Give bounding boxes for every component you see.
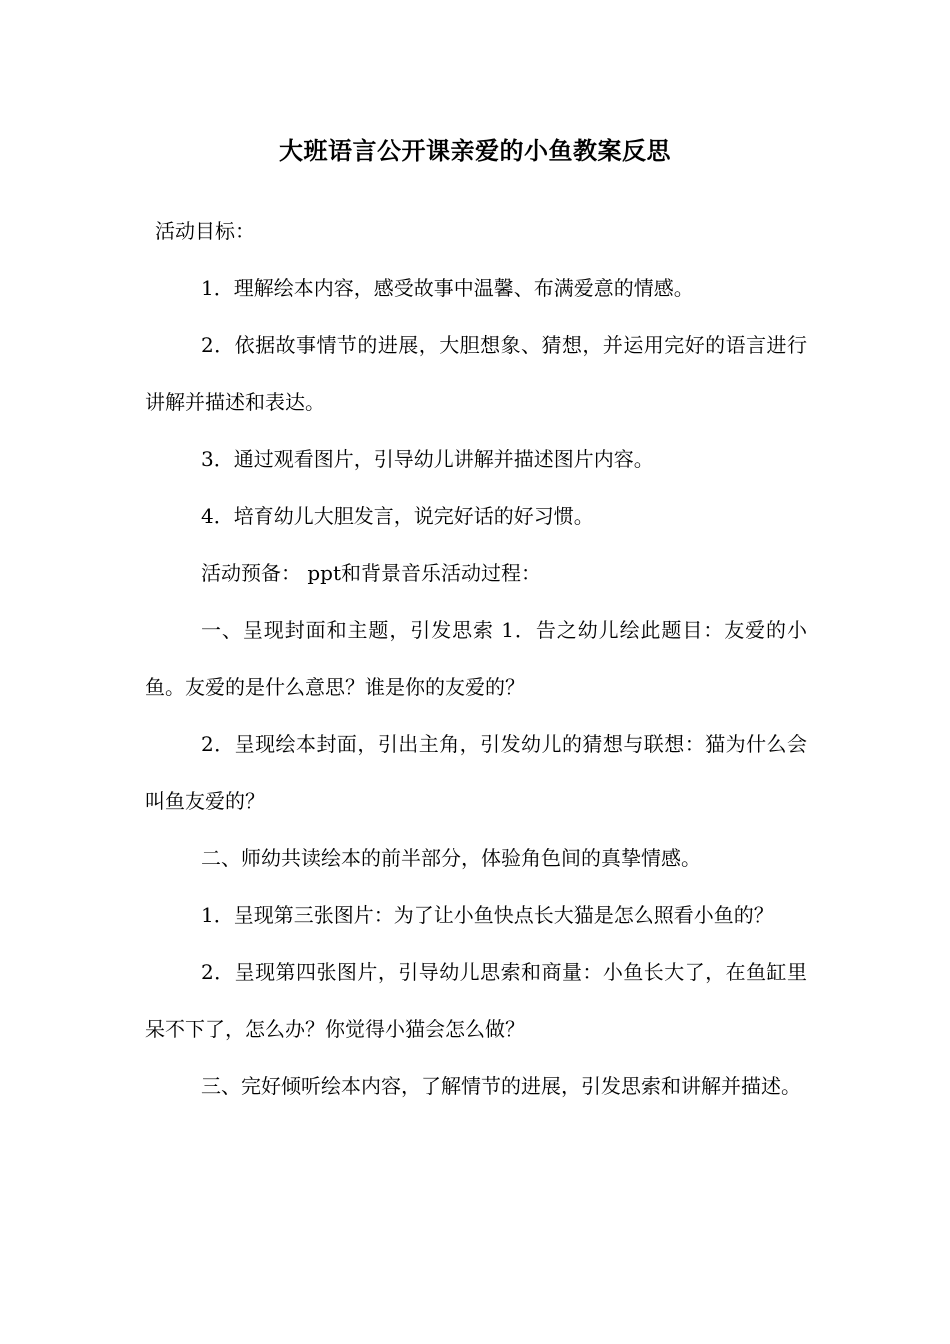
paragraph: 4．培育幼儿大胆发言，说完好话的好习惯。	[201, 504, 594, 528]
paragraph: 2．依据故事情节的进展，大胆想象、猜想，并运用完好的语言进行讲解并描述和表达。	[145, 333, 807, 414]
paragraph: 一、呈现封面和主题，引发思索 1．告之幼儿绘此题目：友爱的小鱼。友爱的是什么意思？谁是你的友爱的？	[145, 618, 807, 699]
section-heading-goals: 活动目标：	[155, 219, 255, 243]
paragraph: 2．呈现绘本封面，引出主角，引发幼儿的猜想与联想：猫为什么会叫鱼友爱的？	[145, 732, 807, 813]
paragraph: 二、师幼共读绘本的前半部分，体验角色间的真挚情感。	[201, 846, 701, 870]
paragraph: 活动预备： ppt和背景音乐活动过程：	[201, 561, 541, 585]
paragraph: 1．呈现第三张图片：为了让小鱼快点长大猫是怎么照看小鱼的？	[201, 903, 774, 927]
document-title: 大班语言公开课亲爱的小鱼教案反思	[279, 136, 671, 165]
paragraph: 3．通过观看图片，引导幼儿讲解并描述图片内容。	[201, 447, 654, 471]
paragraph: 1．理解绘本内容，感受故事中温馨、布满爱意的情感。	[201, 276, 694, 300]
document-body	[145, 203, 807, 1115]
paragraph: 2．呈现第四张图片，引导幼儿思索和商量：小鱼长大了，在鱼缸里呆不下了，怎么办？你觉得小猫会怎么做？	[145, 960, 807, 1041]
paragraph: 三、完好倾听绘本内容，了解情节的进展，引发思索和讲解并描述。	[201, 1074, 801, 1098]
